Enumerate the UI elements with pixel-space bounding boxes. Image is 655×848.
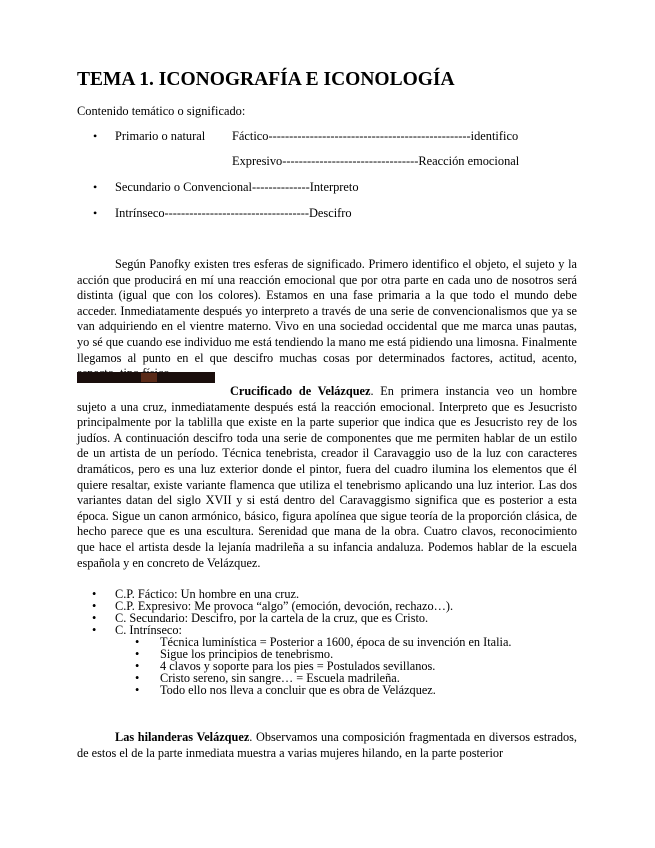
paragraph-panofsky bbox=[77, 257, 577, 382]
secundario-line: Secundario o Convencional--------------Interpreto bbox=[115, 180, 359, 194]
crucificado-heading: Crucificado de Velázquez bbox=[230, 384, 371, 398]
bullet-icon: • bbox=[135, 659, 140, 673]
bullet-icon: • bbox=[92, 587, 97, 601]
bullet-icon: • bbox=[92, 623, 97, 637]
list-item: • C.P. Fáctico: Un hombre en una cruz. bbox=[92, 587, 300, 601]
analysis-list bbox=[77, 588, 511, 696]
list-item: • C.P. Expresivo: Me provoca “algo” (emoción, devoción, rechazo…). bbox=[92, 599, 454, 613]
sublist-item: • Todo ello nos lleva a concluir que es obra de Velázquez. bbox=[135, 683, 436, 697]
bullet-icon: • bbox=[135, 647, 140, 661]
bullet-icon: • bbox=[93, 129, 98, 143]
bullet-icon: • bbox=[93, 206, 98, 220]
bullet-icon: • bbox=[135, 635, 140, 649]
paragraph-hilanderas bbox=[77, 730, 577, 761]
bullet-icon: • bbox=[135, 671, 140, 685]
factico-line: Fáctico-------------------------------------------------identifico bbox=[232, 129, 519, 143]
hilanderas-heading: Las hilanderas Velázquez bbox=[115, 730, 250, 744]
subtitle: Contenido temático o significado: bbox=[77, 104, 246, 118]
sublist-item: • Cristo sereno, sin sangre… = Escuela madrileña. bbox=[135, 671, 400, 685]
sublist-item: • Sigue los principios de tenebrismo. bbox=[135, 647, 334, 661]
list-item: • C. Intrínseco: bbox=[92, 623, 182, 637]
primario-label: Primario o natural bbox=[115, 129, 206, 143]
page-title: TEMA 1. ICONOGRAFÍA E ICONOLOGÍA bbox=[77, 69, 455, 90]
list-item: • C. Secundario: Descifro, por la cartela de la cruz, que es Cristo. bbox=[92, 611, 429, 625]
bullet-icon: • bbox=[93, 180, 98, 194]
bullet-icon: • bbox=[92, 611, 97, 625]
bullet-icon: • bbox=[135, 683, 140, 697]
expresivo-line: Expresivo---------------------------------Reacción emocional bbox=[232, 154, 520, 168]
sublist-item: • Técnica luminística = Posterior a 1600, época de su invención en Italia. bbox=[135, 635, 512, 649]
crucificado-text: . En primera instancia veo un hombre sujeto a una cruz, inmediatamente después está la reacción emocional. Interpreto que es Jesucristo principalmente por la tablilla que existe en la parte superior que indica que es Jesucristo rey de los judíos. A continuación descifro toda una serie de componentes que me permiten hablar de un estilo de un artista de un período. Técnica tenebrista, creador il Caravaggio uso de la luz con caracteres dramáticos, pero es una luz exterior donde el pintor, fuera del cuadro ilumina los elementos que él quiere resaltar, existe variante flamenca que utiliza el tenebrismo aplicando una luz interior. Las dos variantes datan del siglo XVII y si está dentro del Caravaggismo significa que es posterior a esta época. Sigue un canon armónico, básico, figura apolínea que sigue teoría de la proporción clásica, de hecho parece que es una escultura. Serenidad que mana de la obra. Cuatro clavos, reconocimiento que hace el artista desde la lejanía madrileña a su infancia andaluza. Podemos hablar de la escuela española y en concreto de Velázquez. bbox=[77, 384, 577, 570]
paragraph-panofsky-text: Según Panofky existen tres esferas de significado. Primero identifico el objeto, el sujeto y la acción que producirá en mí una reacción emocional que por otra parte en cada uno de nosotros será distinta (igual que con los colores). Estamos en una fase primaria a la que todo el mundo debe acceder. Inmediatamente después yo interpreto a través de una serie de convencionalismos que ya se van adquiriendo en el vientre materno. Vivo en una sociedad occidental que me marca unas pautas, yo sé que cuando ese individuo me está tendiendo la mano me está pidiendo una limosna. Finalmente llegamos al punto en el que descifro muchas cosas por determinados factores, actitud, acento, bbox=[77, 257, 577, 365]
intrinseco-line: Intrínseco-----------------------------------Descifro bbox=[115, 206, 352, 220]
paragraph-crucificado bbox=[77, 384, 577, 571]
image-placeholder-detail bbox=[141, 373, 157, 382]
bullet-icon: • bbox=[92, 599, 97, 613]
sublist-item: • 4 clavos y soporte para los pies = Postulados sevillanos. bbox=[135, 659, 436, 673]
hilanderas-text: . Observamos una composición fragmentada en diversos estrados, de estos el de la parte inmediata muestra a varias mujeres hilando, en la parte posterior bbox=[77, 730, 577, 760]
